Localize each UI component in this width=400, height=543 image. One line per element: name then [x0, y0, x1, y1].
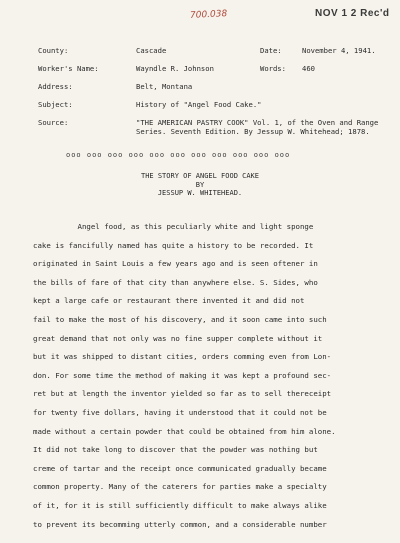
address-value: Belt, Montana	[136, 82, 193, 91]
body-line: of it, for it is still sufficiently difficult to make always alike	[33, 500, 327, 510]
source-value: "THE AMERICAN PASTRY COOK" Vol. 1, of the Oven and Range Series. Seventh Edition. By Jessup W. Whitehead; 1878.	[136, 118, 379, 136]
body-line: It did not take long to discover that the powder was nothing but	[33, 445, 318, 455]
body-line: the bills of fare of that city than anywhere else. S. Sides, who	[33, 277, 318, 287]
body-line: Angel food, as this peculiarly white and light sponge	[33, 222, 314, 231]
words-label: Words:	[260, 64, 286, 73]
county-label: County:	[38, 46, 69, 55]
body-line: for twenty five dollars, having it understood that it could not be	[33, 407, 327, 417]
body-line: great demand that not only was no fine supper complete without it	[33, 333, 323, 343]
body-line: originated in Saint Louis a few years ago and is seen oftener in	[33, 259, 318, 269]
body-line: fail to make the most of his discovery, and it soon came into such	[33, 314, 327, 324]
source-label: Source:	[38, 118, 69, 127]
county-row	[38, 46, 383, 64]
address-label: Address:	[38, 82, 73, 91]
worker-row	[38, 64, 383, 82]
date-label: Date:	[260, 46, 282, 55]
address-row	[38, 82, 383, 100]
worker-label: Worker's Name:	[38, 64, 99, 73]
body-line: but it was shipped to distant cities, orders comming even from Lon-	[33, 352, 332, 362]
body-line: common property. Many of the caterers for parties make a specialty	[33, 482, 327, 492]
story-body	[33, 222, 385, 538]
source-row	[38, 118, 383, 148]
worker-value: Wayndle R. Johnson	[136, 64, 214, 73]
body-line: don. For some time the method of making it was kept a profound sec-	[33, 370, 332, 380]
ornament-divider: ooo ooo ooo ooo ooo ooo ooo ooo ooo ooo ooo	[66, 151, 291, 159]
story-title	[0, 172, 400, 198]
date-value: November 4, 1941.	[302, 46, 376, 55]
received-stamp: NOV 1 2 Rec'd	[315, 8, 390, 19]
body-line: creme of tartar and the receipt once communicated gradually became	[33, 463, 327, 473]
title-line-3: JESSUP W. WHITEHEAD.	[157, 189, 243, 197]
county-value: Cascade	[136, 46, 167, 55]
body-line: ret but at length the inventor yielded so far as to sell thereceipt	[33, 389, 332, 399]
body-line: cake is fancifully named has quite a history to be recorded. It	[33, 240, 314, 250]
handwritten-code: 700.038	[189, 9, 228, 21]
header-fields	[38, 46, 383, 148]
body-line: made without a certain powder that could be obtained from him alone.	[33, 426, 336, 436]
title-line-2: BY	[195, 180, 205, 189]
body-line: to prevent its becomming utterly common, and a considerable number	[33, 519, 327, 529]
subject-label: Subject:	[38, 100, 73, 109]
title-line-1: THE STORY OF ANGEL FOOD CAKE	[140, 172, 259, 180]
subject-row	[38, 100, 383, 118]
subject-value: History of "Angel Food Cake."	[136, 100, 262, 109]
words-value: 460	[302, 64, 315, 73]
body-line: kept a large cafe or restaurant there invented it and did not	[33, 296, 305, 306]
